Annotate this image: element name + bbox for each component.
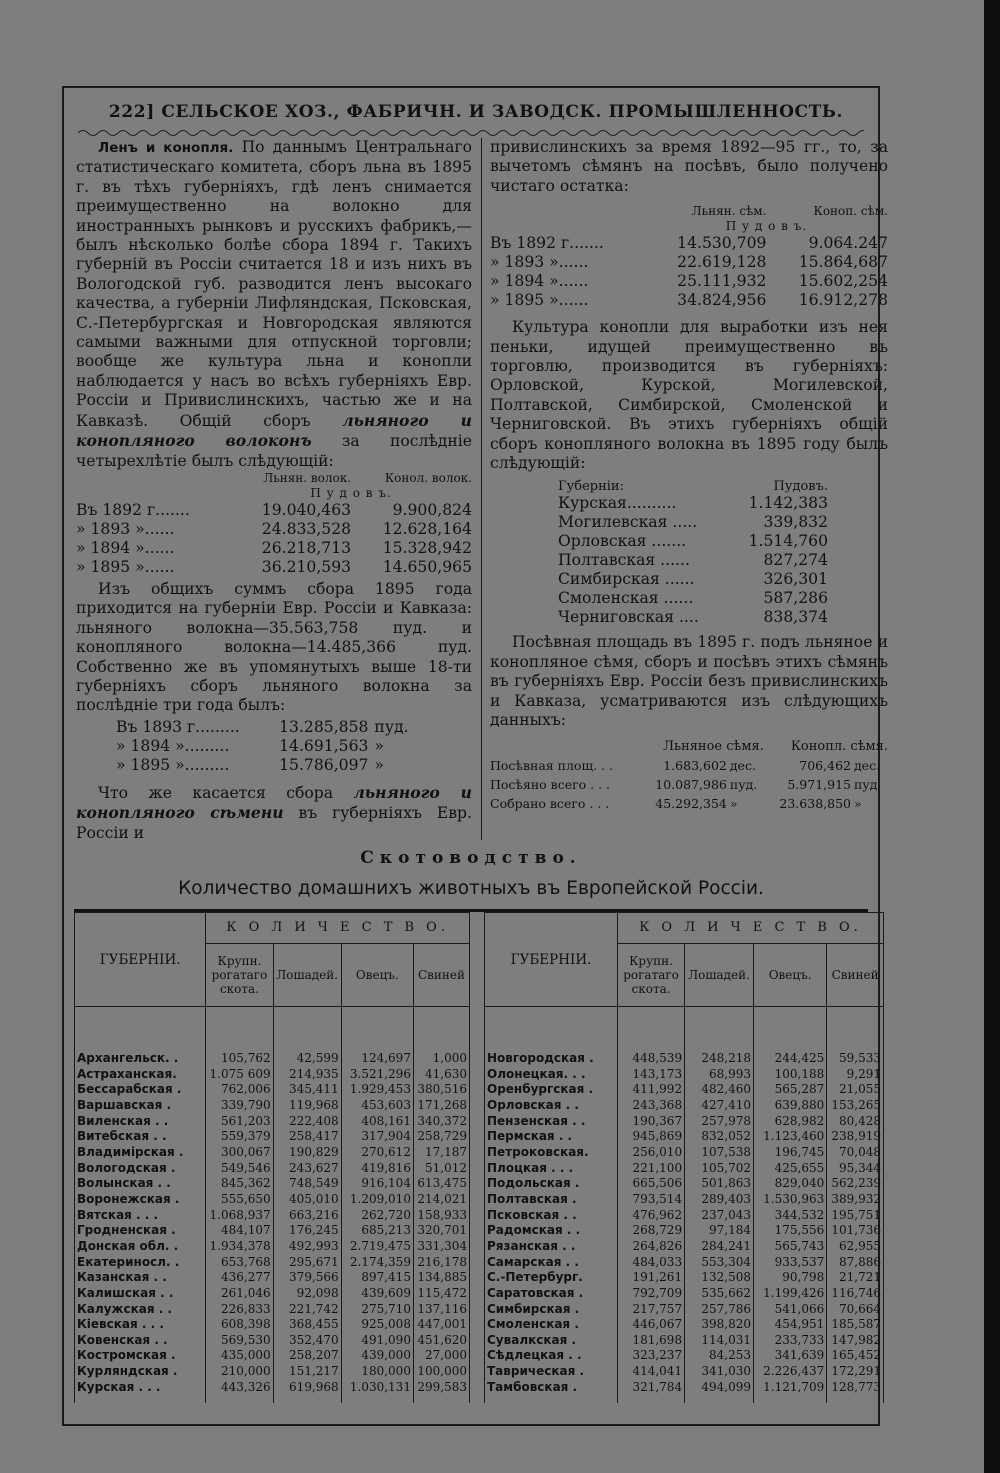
table-row: Варшавская . 339,790 119,968 453,603 171,268	[75, 1098, 470, 1114]
table-row: Донская обл. . 1.934,378 492,993 2.719,475 331,304	[75, 1239, 470, 1255]
hemp-table: Губерніи: Пудовъ. Курская.......... 1.142,383 Могилевская ..... 339,832 Орловская ....... 1.514,760 Полтавская ...... 827,274 Симбирская ...... 326,301 Смоленская ...... 587,286 Черниговская .... 838,374	[558, 479, 828, 627]
table-row: Калужская . . 226,833 221,742 275,710 137,116	[75, 1302, 470, 1318]
table-row: Курляндская . 210,000 151,217 180,000 100,000	[75, 1364, 470, 1380]
table-row: Симбирская ...... 326,301	[558, 570, 828, 589]
table-row: Черниговская .... 838,374	[558, 608, 828, 627]
page-frame	[62, 86, 888, 1426]
livestock-tables	[74, 909, 881, 1394]
section-title: Скотоводство.	[360, 848, 582, 868]
flax-paragraph-1: Ленъ и конопля. По даннымъ Центральнаго статистическаго комитета, сборъ льна въ 1895 г. въ тѣхъ губерніяхъ, гдѣ ленъ снимается преимущественно на волокно для иностранныхъ рынковъ и русскихъ фабрикъ,—былъ нѣсколько болѣе сбора 1894 г. Такихъ губерній въ Россіи считается 18 и изъ нихъ въ Вологодской губ. разводится ленъ высокаго качества, а губерніи Лифляндская, Псковская, С.-Петербургская и Новгородская являются самыми важными для отпускной торговли; вообще же культура льна и конопли наблюдается у насъ во всѣхъ губерніяхъ Евр. Россіи и Привислинскихъ, частью же и на Кавказѣ. Общій сборъ льняного и конопляного волоконъ за послѣдніе четырехлѣтіе былъ слѣдующій:	[76, 138, 473, 470]
table-row: Могилевская ..... 339,832	[558, 513, 828, 532]
livestock-table-left: ГУБЕРНІИ. К О Л И Ч Е С Т В О. Крупн. рогатаго скота. Лошадей. Овецъ. Свиней Архангельск. . 105,762 42,599 124,697 1,000 Астраханская. 1.075 609 214,935 3.521,296 41,630 Бессарабская . 762,006 345,411 1.929,453 380,516 Варшавская . 339,790 119,968 453,603 171,268 Виленская . . 561,203 222,408 408,161 340,372 Витебская . . 559,379 258,417 317,904 258,729 Владимірская . 300,067 190,829 270,612 17,187 Вологодская . 549,546 243,627 419,816 51,012 Волынская . . 845,362 748,549 916,104 613,475 Воронежская . 555,650 405,010 1.209,010 214,021 Вятская . . . 1.068,937 663,216 262,720 158,933 Гродненская . 484,107 176,245 685,213 320,701 Донская обл. . 1.934,378 492,993 2.719,475 331,304 Екатериносл. . 653,768 295,671 2.174,359 216,178 Казанская . . 436,277 379,566 897,415 134,885 Калишская . . 261,046 92,098 439,609 115,472 Калужская . . 226,833 221,742 275,710 137,116 Кіевская . . . 608,398 368,455 925,008 447,001 Ковенская . . 569,530 352,470 491,090 451,620 Костромская . 435,000 258,207 439,000 27,000 Курляндская . 210,000 151,217 180,000 100,000 Курская . . . 443,326 619,968 1.030,131 299,583	[74, 912, 470, 1403]
table-row: Подольская . 665,506 501,863 829,040 562,239	[485, 1176, 884, 1192]
table-row: Курская . . . 443,326 619,968 1.030,131 299,583	[75, 1380, 470, 1396]
table-row: Посѣвная площ. . . 1.683,602 дес. 706,462 дес.	[490, 757, 881, 773]
table-row: Орловская . . 243,368 427,410 639,880 153,265	[485, 1098, 884, 1114]
column-rule	[481, 138, 482, 840]
table-row: Смоленская . 446,067 398,820 454,951 185,587	[485, 1317, 884, 1333]
seed-table: Льнян. сѣм. Коноп. сѣм. П у д о в ъ. Въ 1892 г....... 14.530,709 9.064.247 » 1893 »...... 22.619,128 15.864,687 » 1894 »...... 25.111,932 15.602,254 » 1895 »...... 34.824,956 16.912,278	[490, 204, 888, 310]
table-row: » 1893 »...... 22.619,128 15.864,687	[490, 253, 888, 272]
table-row: » 1895 »...... 34.824,956 16.912,278	[490, 291, 888, 310]
table-row: Плоцкая . . . 221,100 105,702 425,655 95,344	[485, 1161, 884, 1177]
flax-lead: Ленъ и конопля.	[98, 140, 234, 156]
table-row: » 1894 »......... 14.691,563 »	[116, 736, 384, 755]
right-column	[490, 138, 888, 813]
table-row: Вологодская . 549,546 243,627 419,816 51,012	[75, 1161, 470, 1177]
table-row: Въ 1892 г....... 19.040,463 9.900,824	[76, 500, 472, 519]
flax-paragraph-2: Изъ общихъ суммъ сбора 1895 года приходится на губерніи Евр. Россіи и Кавказа: льняного волокна—35.563,758 пуд. и конопляного волокна—14.485,366 пуд. Собственно же въ упомянутыхъ выше 18-ти губерніяхъ сборъ льняного волокна за послѣдніе три года былъ:	[76, 579, 472, 715]
table-row: Смоленская ...... 587,286	[558, 589, 828, 608]
left-column	[76, 138, 472, 843]
table-row: » 1894 »...... 25.111,932 15.602,254	[490, 272, 888, 291]
flax-paragraph-3: Что же касается сбора льняного и конопляного сѣмени въ губерніяхъ Евр. Россіи и	[76, 782, 472, 842]
table-row: Посѣяно всего . . . 10.087,986 пуд. 5.971,915 пуд.	[490, 776, 882, 792]
table-row: Кіевская . . . 608,398 368,455 925,008 447,001	[75, 1317, 470, 1333]
table-row: Въ 1892 г....... 14.530,709 9.064.247	[490, 234, 888, 253]
seed-paragraph-1: привислинскихъ за время 1892—95 гг., то, за вычетомъ сѣмянъ на посѣвъ, было получено чистаго остатка:	[490, 138, 888, 195]
table-subtitle: Количество домашнихъ животныхъ въ Европейской Россіи.	[178, 878, 764, 899]
wavy-divider	[78, 128, 864, 138]
table-row: Орловская ....... 1.514,760	[558, 532, 828, 551]
scan-edge	[984, 0, 1000, 1473]
two-column-text	[74, 138, 888, 842]
table-row: Пермская . . 945,869 832,052 1.123,460 238,919	[485, 1129, 884, 1145]
table-row: Екатериносл. . 653,768 295,671 2.174,359 216,178	[75, 1255, 470, 1271]
table-row: Петроковская. 256,010 107,538 196,745 70,048	[485, 1145, 884, 1161]
table-row: » 1893 »...... 24.833,528 12.628,164	[76, 519, 472, 538]
table-row: Астраханская. 1.075 609 214,935 3.521,296 41,630	[75, 1067, 470, 1083]
table-row: Архангельск. . 105,762 42,599 124,697 1,000	[75, 1051, 470, 1067]
fiber-table: Льнян. волок. Конол. волок. П у д о в ъ. Въ 1892 г....... 19.040,463 9.900,824 » 1893 »...... 24.833,528 12.628,164 » 1894 »...... 26.218,713 15.328,942 » 1895 »...... 36.210,593 14.650,965	[76, 470, 472, 576]
page-header: 222] СЕЛЬСКОЕ ХОЗ., ФАБРИЧН. И ЗАВОДСК. ПРОМЫШЛЕННОСТЬ.	[108, 102, 844, 122]
sowing-table: Льняное сѣмя. Конопл. сѣмя. Посѣвная площ. . . 1.683,602 дес. 706,462 дес. Посѣяно всего . . . 10.087,986 пуд. 5.971,915 пуд. Собрано всего . . . 45.292,354 » 23.638,850 »	[490, 738, 888, 811]
table-row: Полтавская . 793,514 289,403 1.530,963 389,932	[485, 1192, 884, 1208]
table-row: Гродненская . 484,107 176,245 685,213 320,701	[75, 1223, 470, 1239]
table-row: Олонецкая. . . 143,173 68,993 100,188 9,291	[485, 1067, 884, 1083]
table-row: Сувалкская . 181,698 114,031 233,733 147,982	[485, 1333, 884, 1349]
table-row: Пензенская . . 190,367 257,978 628,982 80,428	[485, 1114, 884, 1130]
table-row: » 1895 »......... 15.786,097 »	[116, 755, 384, 774]
table-row: Волынская . . 845,362 748,549 916,104 613,475	[75, 1176, 470, 1192]
table-row: Калишская . . 261,046 92,098 439,609 115,472	[75, 1286, 470, 1302]
fiber-18-table	[116, 718, 416, 775]
table-row: Собрано всего . . . 45.292,354 » 23.638,850 »	[490, 795, 862, 811]
table-row: Саратовская . 792,709 535,662 1.199,426 116,746	[485, 1286, 884, 1302]
table-row: Казанская . . 436,277 379,566 897,415 134,885	[75, 1270, 470, 1286]
table-row: Курская.......... 1.142,383	[558, 494, 828, 513]
table-row: Ковенская . . 569,530 352,470 491,090 451,620	[75, 1333, 470, 1349]
table-row: Въ 1893 г......... 13.285,858 пуд.	[116, 717, 409, 736]
livestock-table-right: ГУБЕРНІИ. К О Л И Ч Е С Т В О. Крупн. рогатаго скота. Лошадей. Овецъ. Свиней Новгородская . 448,539 248,218 244,425 59,533 Олонецкая. . . 143,173 68,993 100,188 9,291 Оренбургская . 411,992 482,460 565,287 21,055 Орловская . . 243,368 427,410 639,880 153,265 Пензенская . . 190,367 257,978 628,982 80,428 Пермская . . 945,869 832,052 1.123,460 238,919 Петроковская. 256,010 107,538 196,745 70,048 Плоцкая . . . 221,100 105,702 425,655 95,344 Подольская . 665,506 501,863 829,040 562,239 Полтавская . 793,514 289,403 1.530,963 389,932 Псковская . . 476,962 237,043 344,532 195,751 Радомская . . 268,729 97,184 175,556 101,736 Рязанская . . 264,826 284,241 565,743 62,955 Самарская . . 484,033 553,304 933,537 87,886 С.-Петербург. 191,261 132,508 90,798 21,721 Саратовская . 792,709 535,662 1.199,426 116,746 Симбирская . 217,757 257,786 541,066 70,664 Смоленская . 446,067 398,820 454,951 185,587 Сувалкская . 181,698 114,031 233,733 147,982 Сѣдлецкая . . 323,237 84,253 341,639 165,452 Таврическая . 414,041 341,030 2.226,437 172,291 Тамбовская . 321,784 494,099 1.121,709 128,773	[484, 912, 884, 1403]
table-row: Самарская . . 484,033 553,304 933,537 87,886	[485, 1255, 884, 1271]
table-row: Сѣдлецкая . . 323,237 84,253 341,639 165,452	[485, 1348, 884, 1364]
table-row: Новгородская . 448,539 248,218 244,425 59,533	[485, 1051, 884, 1067]
table-row: » 1895 »...... 36.210,593 14.650,965	[76, 557, 472, 576]
table-row: Виленская . . 561,203 222,408 408,161 340,372	[75, 1114, 470, 1130]
table-row: Тамбовская . 321,784 494,099 1.121,709 128,773	[485, 1380, 884, 1396]
table-row: » 1894 »...... 26.218,713 15.328,942	[76, 538, 472, 557]
table-row: Радомская . . 268,729 97,184 175,556 101,736	[485, 1223, 884, 1239]
table-row: Витебская . . 559,379 258,417 317,904 258,729	[75, 1129, 470, 1145]
table-row: С.-Петербург. 191,261 132,508 90,798 21,721	[485, 1270, 884, 1286]
table-row: Воронежская . 555,650 405,010 1.209,010 214,021	[75, 1192, 470, 1208]
table-row: Полтавская ...... 827,274	[558, 551, 828, 570]
table-row: Вятская . . . 1.068,937 663,216 262,720 158,933	[75, 1208, 470, 1224]
sowing-paragraph: Посѣвная площадь въ 1895 г. подъ льняное и конопляное сѣмя, сборъ и посѣвъ этихъ сѣмянъ въ губерніяхъ Евр. Россіи безъ привислинскихъ и Кавказа, усматриваются изъ слѣдующихъ данныхъ:	[490, 633, 888, 730]
table-row: Рязанская . . 264,826 284,241 565,743 62,955	[485, 1239, 884, 1255]
table-row: Псковская . . 476,962 237,043 344,532 195,751	[485, 1208, 884, 1224]
table-row: Оренбургская . 411,992 482,460 565,287 21,055	[485, 1082, 884, 1098]
hemp-paragraph: Культура конопли для выработки изъ нея пеньки, идущей преимущественно въ торговлю, производится въ губерніяхъ: Орловской, Курской, Могилевской, Полтавской, Симбирской, Смоленской и Черниговской. Въ этихъ губерніяхъ общій сборъ конопляного волокна въ 1895 году былъ слѣдующій:	[490, 318, 888, 473]
table-row: Владимірская . 300,067 190,829 270,612 17,187	[75, 1145, 470, 1161]
table-row: Бессарабская . 762,006 345,411 1.929,453 380,516	[75, 1082, 470, 1098]
table-row: Костромская . 435,000 258,207 439,000 27,000	[75, 1348, 470, 1364]
table-row: Таврическая . 414,041 341,030 2.226,437 172,291	[485, 1364, 884, 1380]
table-row: Симбирская . 217,757 257,786 541,066 70,664	[485, 1302, 884, 1318]
